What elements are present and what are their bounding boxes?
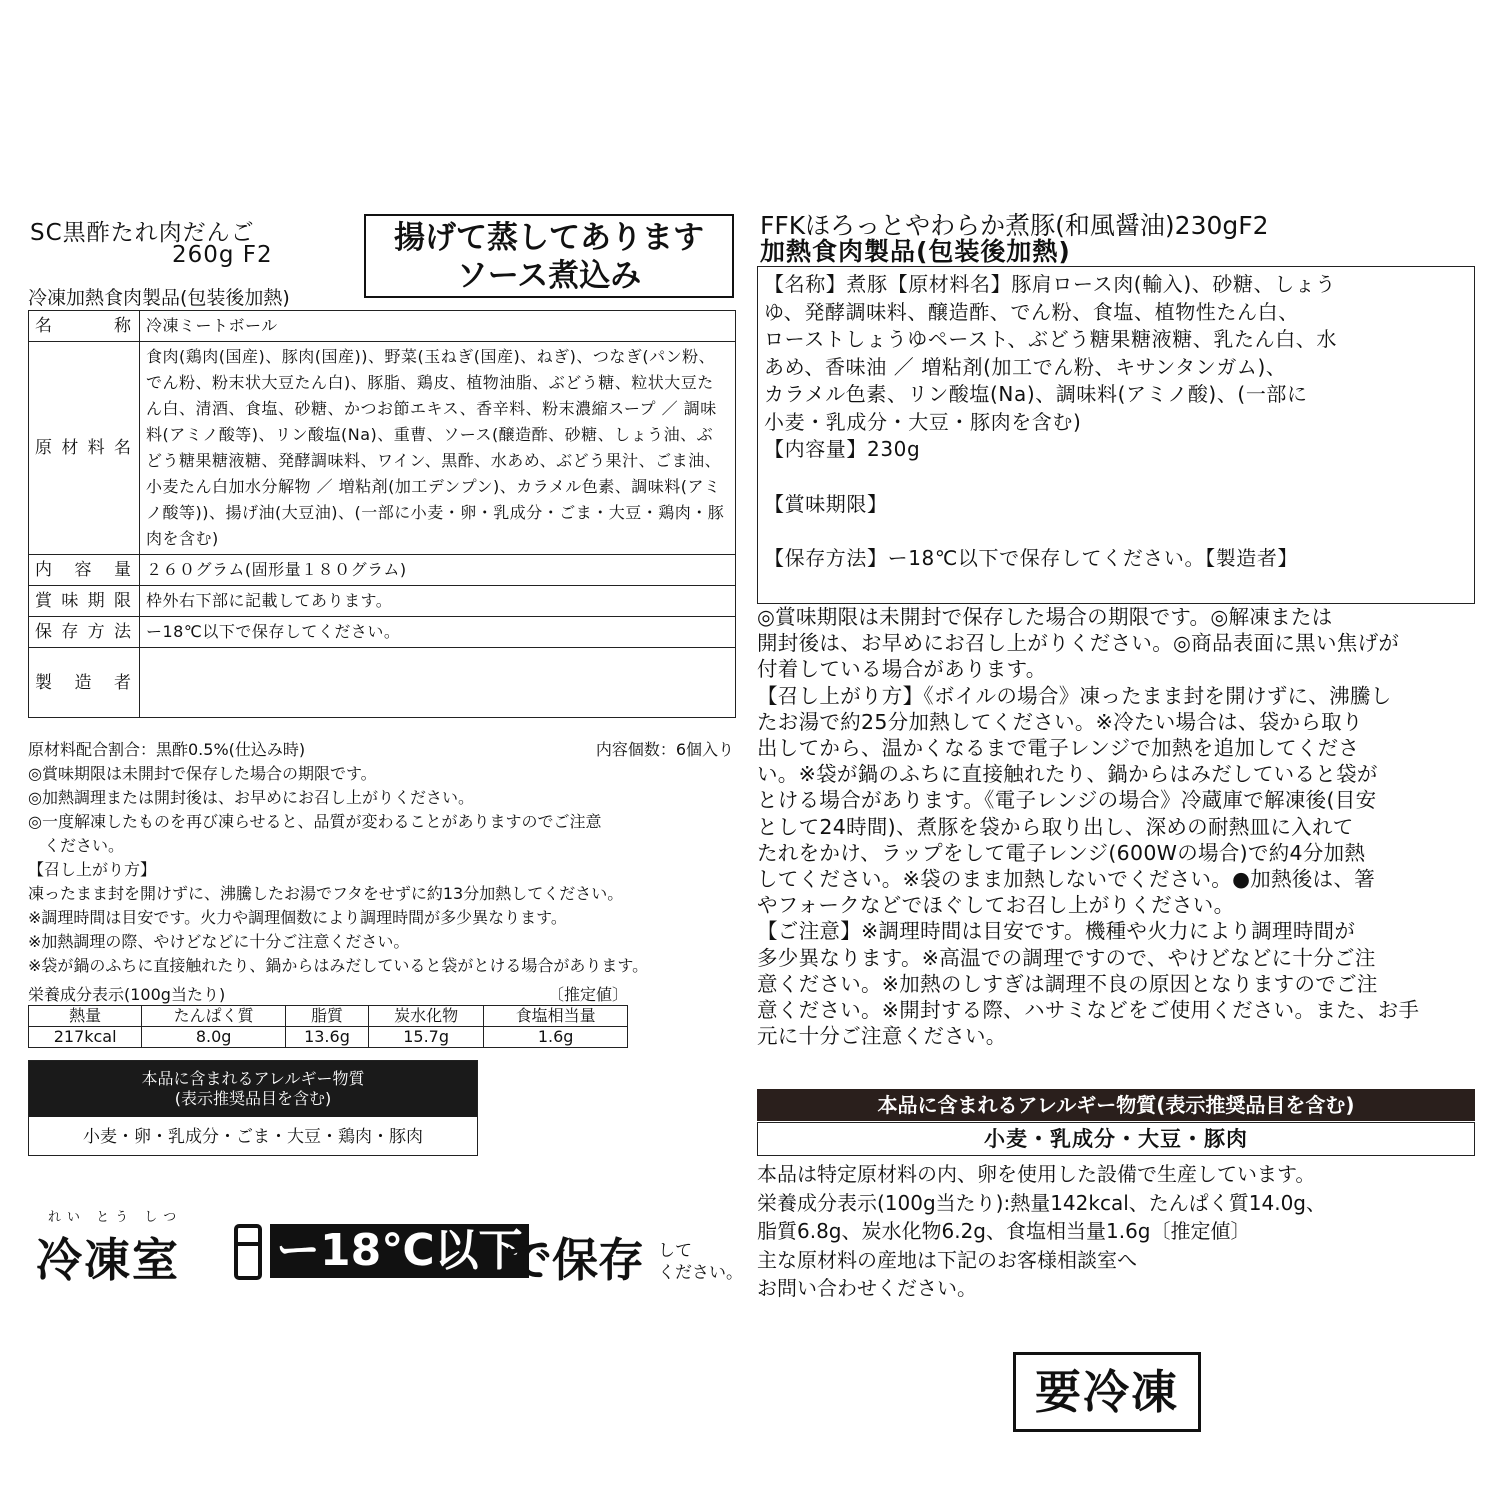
left-allergen-box (28, 1060, 478, 1156)
nutrition-value-cell: 8.0g (142, 1027, 286, 1048)
storage-value: ー18℃以下で保存してください。 (140, 617, 736, 648)
left-nutrition-table (28, 1005, 628, 1048)
note-line: 【召し上がり方】 (28, 860, 157, 879)
allergen-list: 小麦・卵・乳成分・ごま・大豆・鶏肉・豚肉 (83, 1127, 423, 1147)
info-line: 主な原材料の産地は下記のお客様相談室へ (757, 1247, 1137, 1272)
please-text-2: ください。 (658, 1263, 743, 1283)
allergen-header-line-2: (表示推奨品目を含む) (174, 1089, 332, 1108)
content-label: 内容量 (29, 555, 140, 586)
name-label: 名 称 (29, 311, 140, 342)
info-line: 栄養成分表示(100g当たり):熱量142kcal、たんぱく質14.0g、 (757, 1190, 1327, 1215)
table-row (29, 1027, 628, 1048)
freezer-ruby: れい とう しつ (48, 1210, 183, 1225)
text-line: 多少異なります。※高温での調理ですので、やけどなどに十分ご注 (757, 945, 1376, 970)
nutrition-header-cell: 食塩相当量 (484, 1006, 628, 1027)
note-line: ◎一度解凍したものを再び凍らせると、品質が変わることがありますのでご注意 (28, 812, 602, 831)
storage-label: 保存方法 (29, 617, 140, 648)
right-allergen-list: 小麦・乳成分・大豆・豚肉 (757, 1122, 1475, 1156)
left-product-title: SC黒酢たれ肉だんご (30, 220, 255, 246)
table-row (29, 586, 736, 617)
info-line: 本品は特定原材料の内、卵を使用した設備で生産しています。 (757, 1162, 1316, 1186)
label-line: カラメル色素、リン酸塩(Na)、調味料(アミノ酸)、(一部に (764, 382, 1308, 406)
text-line: やフォークなどでほぐしてお召し上がりください。 (757, 893, 1235, 918)
right-product-category: 加熱食肉製品(包装後加熱) (760, 237, 1071, 266)
info-line: お問い合わせください。 (757, 1276, 977, 1300)
label-line: 【名称】煮豚【原材料名】豚肩ロース肉(輸入)、砂糖、しょう (764, 272, 1337, 296)
ingredients-value: 食肉(鶏肉(国産)、豚肉(国産))、野菜(玉ねぎ(国産)、ねぎ)、つなぎ(パン粉、でん粉、粉末状大豆たん白)、豚脂、鶏皮、植物油脂、ぶどう糖、粒状大豆たん白、清酒、食塩、砂糖、かつお節エキス、香辛料、粉末濃縮スープ ／ 調味料(アミノ酸等)、リン酸塩(Na)、重曹、ソース(醸造酢、砂糖、しょう油、ぶどう糖果糖液糖、発酵調味料、ワイン、黒酢、水あめ、ぶどう果汁、ごま油、小麦たん白加水分解物 ／ 増粘剤(加工デンプン)、カラメル色素、調味料(アミノ酸等))、揚げ油(大豆油)、(一部に小麦・卵・乳成分・ごま・大豆・鶏肉・豚肉を含む) (140, 342, 736, 555)
text-line: 【召し上がり方】《ボイルの場合》凍ったまま封を開けずに、沸騰し (757, 683, 1392, 708)
left-nutrition-header (28, 982, 628, 1005)
text-line: 付着している場合があります。 (757, 657, 1047, 682)
note-line: ※袋が鍋のふちに直接触れたり、鍋からはみだしていると袋がとける場合があります。 (28, 956, 649, 975)
label-line: ローストしょうゆペースト、ぶどう糖果糖液糖、乳たん白、水 (764, 327, 1337, 351)
nutrition-header-cell: 熱量 (29, 1006, 142, 1027)
text-line: として24時間)、煮豚を袋から取り出し、深めの耐熱皿に入れて (757, 814, 1354, 839)
nutrition-value-cell: 1.6g (484, 1027, 628, 1048)
left-storage-banner (36, 1200, 743, 1290)
nutrition-header-cell: 脂質 (285, 1006, 368, 1027)
nutrition-title: 栄養成分表示(100g当たり) (28, 985, 226, 1004)
text-line: ◎賞味期限は未開封で保存した場合の期限です。◎解凍または (757, 605, 1333, 629)
left-badge-line-1: 揚げて蒸してあります (394, 220, 704, 256)
table-row (29, 311, 736, 342)
maker-label: 製造者 (29, 648, 140, 718)
piece-count: 内容個数：6個入り (595, 740, 734, 759)
text-line: してください。※袋のまま加熱しないでください。●加熱後は、箸 (757, 867, 1376, 892)
nutrition-estimate-note: 〔推定値〕 (547, 985, 628, 1004)
content-value: ２６０グラム(固形量１８０グラム) (140, 555, 736, 586)
ingredients-label: 原材料名 (29, 342, 140, 555)
text-line: 出してから、温かくなるまで電子レンジで加熱を追加してくださ (757, 736, 1360, 761)
please-text-1: して (658, 1241, 692, 1261)
left-weight-line: 260g F2 (172, 242, 273, 268)
nutrition-header-cell: たんぱく質 (142, 1006, 286, 1027)
right-label-box (757, 266, 1475, 604)
note-line: ください。 (28, 836, 125, 855)
table-row (29, 648, 736, 718)
storage-line: 【保存方法】ー18℃以下で保存してください。【製造者】 (764, 546, 1299, 570)
nutrition-header-cell: 炭水化物 (368, 1006, 483, 1027)
nutrition-value-cell: 13.6g (285, 1027, 368, 1048)
table-row (29, 342, 736, 555)
left-product-category: 冷凍加熱食肉製品(包装後加熱) (28, 283, 296, 311)
right-product-title: FFKほろっとやわらか煮豚(和風醤油)230gF2 (760, 211, 1269, 240)
table-row (29, 617, 736, 648)
bestby-line: 【賞味期限】 (764, 491, 888, 516)
text-line: たれをかけ、ラップをして電子レンジ(600Wの場合)で約4分加熱 (757, 840, 1366, 865)
bestby-value: 枠外右下部に記載してあります。 (140, 586, 736, 617)
left-notes (28, 738, 734, 978)
label-line: あめ、香味油 ／ 増粘剤(加工でん粉、キサンタンガム)、 (764, 354, 1287, 379)
allergen-header-line-1: 本品に含まれるアレルギー物質 (141, 1069, 365, 1088)
right-allergen-header: 本品に含まれるアレルギー物質(表示推奨品目を含む) (757, 1089, 1475, 1121)
text-line: 意ください。※開封する際、ハサミなどをご使用ください。また、お手 (757, 998, 1420, 1023)
text-line: たお湯で約25分加熱してください。※冷たい場合は、袋から取り (757, 709, 1363, 734)
left-label-table (28, 310, 736, 718)
text-line: とける場合があります。《電子レンジの場合》冷蔵庫で解凍後(目安 (757, 788, 1377, 813)
allergen-header (29, 1061, 477, 1117)
table-row (29, 555, 736, 586)
right-bottom-info (757, 1160, 1477, 1303)
note-line: ※調理時間は目安です。火力や調理個数により調理時間が多少異なります。 (28, 908, 567, 927)
label-line: ゆ、発酵調味料、醸造酢、でん粉、食塩、植物性たん白、 (764, 299, 1299, 324)
ingredient-ratio: 原材料配合割合：黒酢0.5%(仕込み時) (28, 740, 306, 759)
freezer-text: 冷凍室 (36, 1233, 180, 1287)
note-line: ※加熱調理の際、やけどなどに十分ご注意ください。 (28, 932, 410, 951)
store-text: で保存 (506, 1233, 644, 1287)
note-line: ◎賞味期限は未開封で保存した場合の期限です。 (28, 764, 377, 783)
label-line: 【内容量】230g (764, 437, 921, 461)
label-line: 小麦・乳成分・大豆・豚肉を含む) (764, 409, 1082, 434)
nutrition-value-cell: 217kcal (29, 1027, 142, 1048)
nutrition-value-cell: 15.7g (368, 1027, 483, 1048)
text-line: 開封後は、お早めにお召し上がりください。◎商品表面に黒い焦げが (757, 631, 1400, 656)
text-line: 元に十分ご注意ください。 (757, 1024, 1007, 1049)
table-row (29, 1006, 628, 1027)
note-line: ◎加熱調理または開封後は、お早めにお召し上がりください。 (28, 788, 474, 807)
text-line: 【ご注意】※調理時間は目安です。機種や火力により調理時間が (757, 919, 1356, 944)
temperature-badge: ー18℃以下 (270, 1224, 529, 1278)
note-line: 凍ったまま封を開けずに、沸騰したお湯でフタをせずに約13分加熱してください。 (28, 884, 624, 903)
text-line: い。※袋が鍋のふちに直接触れたり、鍋からはみだしていると袋が (757, 762, 1378, 787)
left-cooking-badge (364, 214, 734, 298)
freezer-icon (234, 1224, 262, 1280)
name-value: 冷凍ミートボール (140, 311, 736, 342)
bestby-label: 賞味期限 (29, 586, 140, 617)
text-line: 意ください。※加熱のしすぎは調理不良の原因となりますのでご注 (757, 971, 1378, 996)
left-badge-line-2: ソース煮込み (456, 258, 642, 294)
info-line: 脂質6.8g、炭水化物6.2g、食塩相当量1.6g〔推定値〕 (757, 1219, 1251, 1243)
right-instructions (757, 604, 1477, 1049)
keep-frozen-stamp: 要冷凍 (1013, 1352, 1201, 1432)
maker-value (140, 648, 736, 718)
